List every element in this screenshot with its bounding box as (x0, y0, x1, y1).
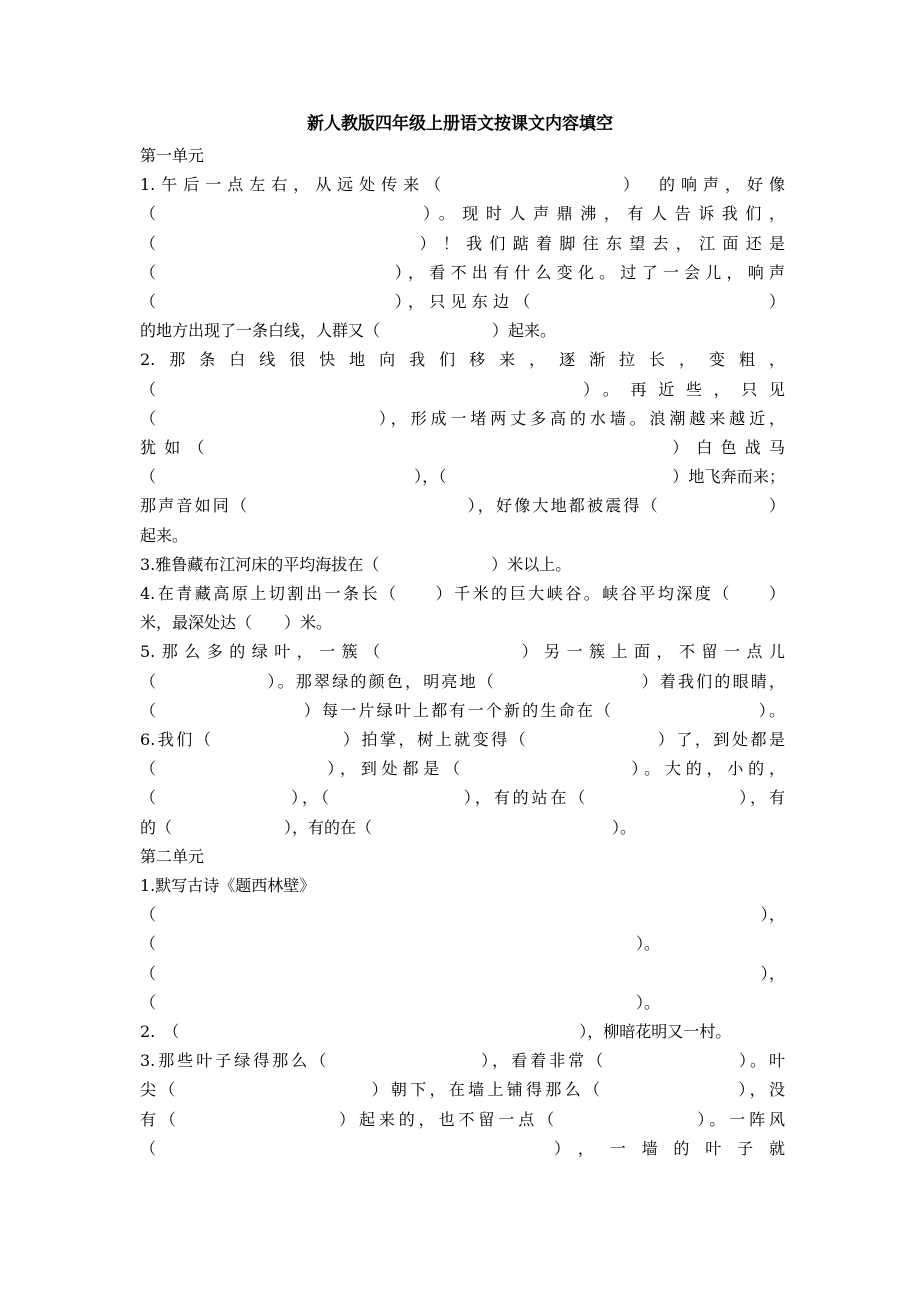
text-line: （ ）， (140, 963, 785, 983)
text-line: （ ）！我们踮着脚往东望去，江面还是 (140, 233, 785, 253)
text-line: （ ），只见东边（ ） (140, 292, 785, 311)
text-line: 第一单元 (140, 146, 205, 165)
text-line: （ ）， (140, 905, 785, 925)
text-line: （ ）。再近些，只见 (140, 379, 785, 399)
text-line: （ ）每一片绿叶上都有一个新的生命在（ ）。 (140, 700, 785, 720)
text-line: （ ），一墙的叶子就 (140, 1138, 785, 1158)
text-line: （ ），看不出有什么变化。过了一会儿，响声 (140, 262, 785, 282)
text-line: （ ）。那翠绿的颜色，明亮地（ ）着我们的眼睛， (140, 671, 785, 691)
text-line: 起来。 (140, 525, 189, 545)
text-line: （ ）。 (140, 934, 661, 954)
text-line: 1.默写古诗《题西林壁》 (140, 876, 316, 895)
text-line: 2. （ ），柳暗花明又一村。 (140, 1022, 732, 1041)
text-line: 2.那条白线很快地向我们移来，逐渐拉长，变粗， (140, 350, 785, 370)
text-line: 4.在青藏高原上切割出一条长（ ）千米的巨大峡谷。峡谷平均深度（ ） (140, 584, 785, 603)
text-line: 有（ ）起来的，也不留一点（ ）。一阵风 (140, 1109, 785, 1129)
text-line: 6.我们（ ）拍掌，树上就变得（ ）了，到处都是 (140, 730, 785, 749)
text-line: 那声音如同（ ），好像大地都被震得（ ） (140, 496, 785, 516)
text-line: 5.那么多的绿叶，一簇（ ）另一簇上面，不留一点儿 (140, 642, 785, 662)
text-line: 3.那些叶子绿得那么（ ），看着非常（ ）。叶 (140, 1051, 785, 1071)
text-line: 犹如（ ）白色战马 (140, 438, 785, 457)
text-line: （ ），形成一堵两丈多高的水墙。浪潮越来越近， (140, 408, 785, 428)
text-line: 的地方出现了一条白线，人群又（ ）起来。 (140, 321, 557, 341)
text-line: （ ）。 (140, 992, 661, 1012)
text-line: （ ），（ ），有的站在（ ），有 (140, 788, 785, 808)
text-line: 的（ ），有的在（ ）。 (140, 817, 637, 837)
text-line: 米，最深处达（ ）米。 (140, 613, 333, 633)
text-line: （ ），到处都是（ ）。大的，小的， (140, 759, 785, 779)
text-line: 尖（ ）朝下，在墙上铺得那么（ ），没 (140, 1080, 785, 1100)
text-line: 3.雅鲁藏布江河床的平均海拔在（ ）米以上。 (140, 554, 572, 574)
page-title: 新人教版四年级上册语文按课文内容填空 (307, 114, 613, 134)
text-line: 第二单元 (140, 846, 205, 866)
text-line: 1.午后一点左右，从远处传来（ ） 的响声，好像 (140, 175, 785, 195)
text-line: （ ）。现时人声鼎沸，有人告诉我们， (140, 204, 785, 224)
text-line: （ ），（ ）地飞奔而来； (140, 467, 785, 487)
